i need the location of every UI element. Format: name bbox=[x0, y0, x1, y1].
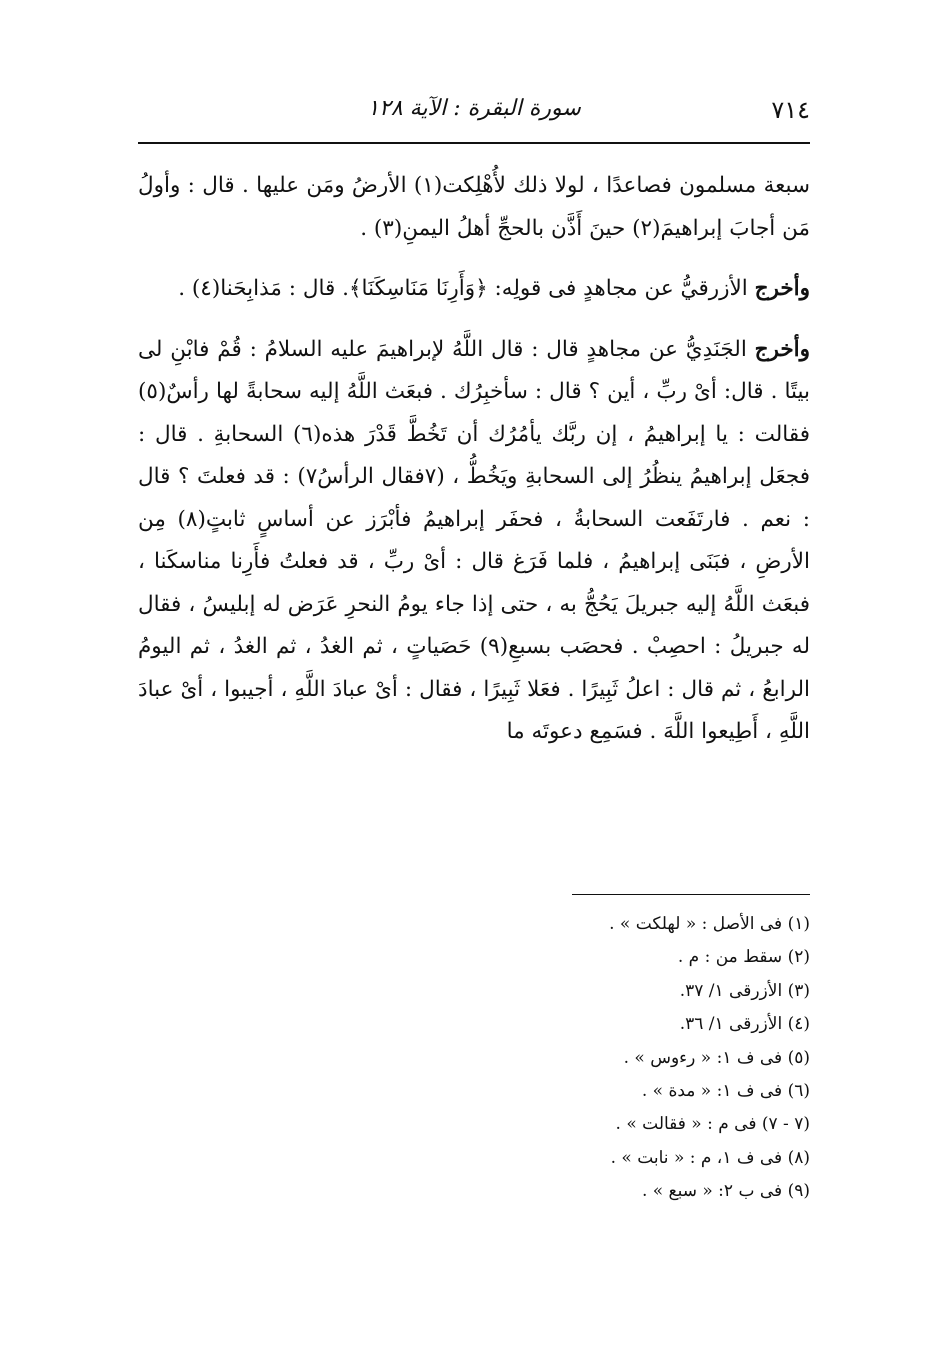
running-title: سورة البقرة : الآية ١٢٨ bbox=[367, 96, 581, 121]
footnote: (٧ - ٧) فى م : « فقالت » . bbox=[615, 1114, 810, 1135]
footnote: (٥) فى ف ١: « رءوس » . bbox=[623, 1047, 810, 1068]
main-text bbox=[138, 165, 810, 754]
footnote: (٣) الأزرقى ١/ ٣٧. bbox=[679, 980, 810, 1001]
paragraph bbox=[138, 268, 810, 311]
paragraph bbox=[138, 165, 810, 250]
footnote: (٤) الأزرقى ١/ ٣٦. bbox=[679, 1014, 810, 1035]
footnote: (٢) سقط من : م . bbox=[677, 947, 810, 968]
paragraph-text: الأزرقيُّ عن مجاهدٍ فى قولِه: ﴿وَأَرِنَا مَنَاسِكَنَا﴾. قال : مَذابِحَنا(٤) . bbox=[178, 276, 748, 301]
footnotes bbox=[138, 908, 810, 1209]
footnote: (٦) فى ف ١: « مدة » . bbox=[641, 1081, 810, 1102]
page-number: ٧١٤ bbox=[771, 96, 810, 124]
paragraph-text: سبعة مسلمون فصاعدًا ، لولا ذلك لأُهْلِكت(١) الأرضُ ومَن عليها . قال : وأولُ مَن أجابَ إبراهيمَ(٢) حينَ أَذَّن بالحجِّ أهلُ اليمنِ(٣) . bbox=[138, 173, 810, 241]
header-rule bbox=[138, 142, 810, 144]
paragraph-text: الجَنَدِيُّ عن مجاهدٍ قال : قال اللَّهُ لإبراهيمَ عليه السلامُ : قُمْ فابْنِ لى بيتًا . قال: أىْ ربِّ ، أين ؟ قال : سأخبِرُك . فبعَث اللَّهُ إليه سحابةً لها رأسٌ(٥) فقالت : يا إبراهيمُ ، إن ربَّك يأمُرُك أن تَخُطَّ قَدْرَ هذه(٦) السحابةِ . قال : فجعَل إبراهيمُ ينظُرُ إلى السحابةِ ويَخُطُّ ، (٧فقال الرأسُ٧) : قد فعلتَ ؟ قال : نعم . فارتَفَعت السحابةُ ، فحفَر إبراهيمُ فأبْرَز عن أساسٍ ثابتٍ(٨) مِن الأرضِ ، فبَنَى إبراهيمُ ، فلما فَرَغ قال : أىْ ربِّ ، قد فعلتُ فأَرِنا مناسكَنا ، فبعَث اللَّهُ إليه جبريلَ يَحُجُّ به ، حتى إذا جاء يومُ النحرِ عَرَض له إبليسُ ، فقال له جبريلُ : احصِبْ . فحصَب بسبعِ(٩) حَصَياتٍ ، ثم الغدُ ، ثم الغدُ ، ثم اليومُ الرابعُ ، ثم قال : اعلُ ثَبِيرًا . فعَلا ثَبِيرًا ، فقال : أىْ عبادَ اللَّهِ ، أجيبوا ، أىْ عبادَ اللَّهِ ، أَطِيعوا اللَّهَ . فسَمِع دعوتَه ما bbox=[138, 336, 811, 744]
footnote: (٨) فى ف ١، م : « نابت » . bbox=[610, 1147, 810, 1168]
footnote: (٩) فى ب ٢: « سبع » . bbox=[641, 1181, 810, 1202]
page-header bbox=[138, 92, 810, 132]
paragraph-lead: وأخرج bbox=[754, 336, 810, 362]
footnote: (١) فى الأصل : « لهلكت » . bbox=[609, 914, 810, 934]
paragraph bbox=[138, 329, 810, 754]
footnote-rule bbox=[572, 894, 810, 895]
paragraph-lead: وأخرج bbox=[754, 276, 810, 301]
